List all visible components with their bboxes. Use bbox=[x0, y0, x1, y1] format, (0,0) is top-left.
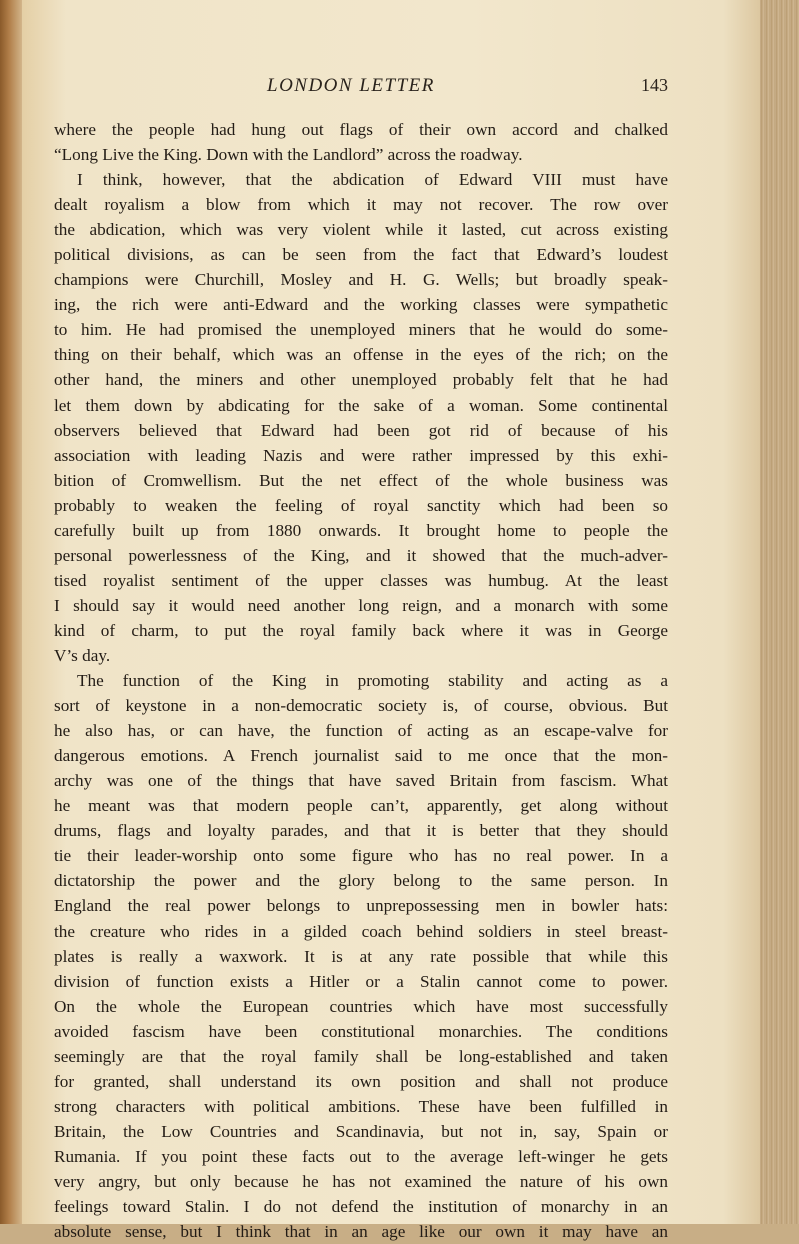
text-line: champions were Churchill, Mosley and H. G. Wells; but broadly speak- bbox=[54, 270, 668, 290]
text-line: dangerous emotions. A French journalist said to me once that the mon- bbox=[54, 746, 668, 766]
text-line: Britain, the Low Countries and Scandinavia, but not in, say, Spain or bbox=[54, 1121, 668, 1141]
text-line: very angry, but only because he has not examined the nature of his own bbox=[54, 1171, 668, 1191]
text-line: feelings toward Stalin. I do not defend the institution of monarchy in an bbox=[54, 1197, 668, 1217]
text-line: dealt royalism a blow from which it may not recover. The row over bbox=[54, 195, 668, 215]
text-line: V’s day. bbox=[54, 645, 111, 665]
text-line: thing on their behalf, which was an offense in the eyes of the rich; on the bbox=[54, 345, 668, 365]
text-line: let them down by abdicating for the sake of a woman. Some continental bbox=[54, 395, 668, 415]
text-line: for granted, shall understand its own position and shall not produce bbox=[54, 1071, 668, 1091]
running-header bbox=[54, 75, 668, 99]
text-line: association with leading Nazis and were rather impressed by this exhi- bbox=[54, 445, 668, 465]
text-line: observers believed that Edward had been got rid of because of his bbox=[54, 420, 668, 440]
text-line: he meant was that modern people can’t, apparently, get along without bbox=[54, 796, 668, 816]
text-line: strong characters with political ambitions. These have been fulfilled in bbox=[54, 1096, 668, 1116]
text-line: tised royalist sentiment of the upper classes was humbug. At the least bbox=[54, 570, 668, 590]
text-line: ing, the rich were anti-Edward and the working classes were sympathetic bbox=[54, 295, 668, 315]
text-line: archy was one of the things that have saved Britain from fascism. What bbox=[54, 771, 668, 791]
text-line: personal powerlessness of the King, and it showed that the much-adver- bbox=[54, 545, 668, 565]
text-line: division of function exists a Hitler or a Stalin cannot come to power. bbox=[54, 971, 668, 991]
text-line: tie their leader-worship onto some figure who has no real power. In a bbox=[54, 846, 668, 866]
text-line: political divisions, as can be seen from the fact that Edward’s loudest bbox=[54, 245, 668, 265]
text-line: the creature who rides in a gilded coach behind soldiers in steel breast- bbox=[54, 921, 668, 941]
text-line: plates is really a waxwork. It is at any rate possible that while this bbox=[54, 946, 668, 966]
text-line: dictatorship the power and the glory belong to the same person. In bbox=[54, 871, 668, 891]
text-line: seemingly are that the royal family shall be long-established and taken bbox=[54, 1046, 668, 1066]
text-line: the abdication, which was very violent while it lasted, cut across existing bbox=[54, 220, 668, 240]
text-line: kind of charm, to put the royal family back where it was in George bbox=[54, 620, 668, 640]
text-line: avoided fascism have been constitutional monarchies. The conditions bbox=[54, 1021, 668, 1041]
text-line: to him. He had promised the unemployed miners that he would do some- bbox=[54, 320, 668, 340]
text-line: other hand, the miners and other unemployed probably felt that he had bbox=[54, 370, 668, 390]
text-line: I should say it would need another long reign, and a monarch with some bbox=[54, 595, 668, 615]
text-line: he also has, or can have, the function of acting as an escape-valve for bbox=[54, 721, 668, 741]
text-line: bition of Cromwellism. But the net effect of the whole business was bbox=[54, 470, 668, 490]
text-line: The function of the King in promoting stability and acting as a bbox=[77, 671, 668, 691]
text-line: On the whole the European countries which have most successfully bbox=[54, 996, 668, 1016]
text-line: absolute sense, but I think that in an age like our own it may have an bbox=[54, 1222, 668, 1242]
text-line: I think, however, that the abdication of Edward VIII must have bbox=[77, 170, 668, 190]
page-edge-stack bbox=[760, 0, 799, 1224]
text-line: sort of keystone in a non-democratic society is, of course, obvious. But bbox=[54, 696, 668, 716]
text-line: drums, flags and loyalty parades, and that it is better that they should bbox=[54, 821, 668, 841]
text-line: where the people had hung out flags of their own accord and chalked bbox=[54, 120, 668, 139]
text-line: carefully built up from 1880 onwards. It brought home to people the bbox=[54, 520, 668, 540]
running-title: LONDON LETTER bbox=[267, 75, 435, 96]
page-number: 143 bbox=[641, 75, 668, 95]
text-line: England the real power belongs to unprepossessing men in bowler hats: bbox=[54, 896, 668, 916]
text-line: probably to weaken the feeling of royal sanctity which had been so bbox=[54, 495, 668, 515]
text-line: Rumania. If you point these facts out to the average left-winger he gets bbox=[54, 1146, 668, 1166]
book-gutter-shadow bbox=[0, 0, 22, 1224]
body-text bbox=[54, 117, 668, 1244]
text-line: “Long Live the King. Down with the Landlord” across the roadway. bbox=[54, 145, 523, 165]
